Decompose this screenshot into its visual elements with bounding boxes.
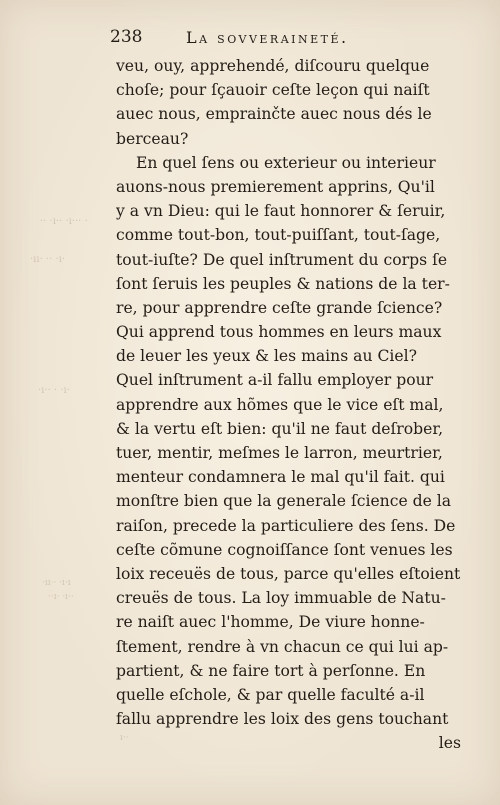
- show-through-mark: ·ıı·· ·ı·ı: [42, 578, 71, 588]
- show-through-mark: ·· ·ı·· ·ı··· ·: [40, 216, 88, 227]
- show-through-mark: ··ı· ·ı··: [48, 592, 74, 602]
- text-line: partient, & ne faire tort à perſonne. En: [116, 661, 426, 680]
- text-line: choſe; pour ſçauoir ceſte leçon qui naiſt: [116, 81, 430, 100]
- text-line: auons-nous premierement apprins, Qu'il: [116, 177, 435, 196]
- text-line: Qui apprend tous hommes en leurs maux: [116, 323, 442, 342]
- show-through-mark: ·ıı· ·· ·ı·: [30, 254, 66, 265]
- text-line: fallu apprendre les loix des gens touchant: [116, 710, 449, 729]
- show-through-mark: ı··: [120, 733, 129, 743]
- page-number: 238: [110, 27, 143, 47]
- text-line: monſtre bien que la generale ſcience de la: [116, 492, 452, 511]
- text-line: tuer, mentir, meſmes le larron, meurtrier,: [116, 444, 443, 462]
- text-line: creuës de tous. La loy immuable de Natu-: [116, 589, 446, 608]
- running-head: [110, 27, 470, 51]
- text-line: ceſte cõmune cognoiſſance ſont venues les: [116, 540, 453, 559]
- text-line: tout-iuſte? De quel inſtrument du corps ſe: [116, 250, 448, 269]
- text-line: de leuer les yeux & les mains au Ciel?: [116, 347, 417, 366]
- text-line: veu, ouy, apprehendé, diſcouru quelque: [116, 57, 430, 75]
- text-line: loix receuës de tous, parce qu'elles eſtoient: [116, 564, 461, 583]
- text-line: & la vertu eſt bien: qu'il ne faut deſrober,: [116, 419, 444, 438]
- text-line: re naiſt auec l'homme, De viure honne-: [116, 613, 425, 632]
- text-line: auec nous, emprainčte auec nous dés le: [116, 105, 432, 124]
- text-line: ſont ſeruis les peuples & nations de la ter-: [116, 274, 450, 293]
- text-line: berceau?: [116, 129, 189, 148]
- body-text: [116, 54, 461, 755]
- text-line: apprendre aux hõmes que le vice eſt mal,: [116, 395, 444, 414]
- text-line: menteur condamnera le mal qu'il fait. qui: [116, 468, 445, 487]
- text-line: Quel inſtrument a-il fallu employer pour: [116, 371, 434, 390]
- text-line: re, pour apprendre ceſte grande ſcience?: [116, 298, 443, 317]
- text-line: raiſon, precede la particuliere des ſens. De: [116, 516, 456, 535]
- catchword: les: [438, 734, 461, 753]
- running-title: La sovveraineté.: [186, 28, 349, 47]
- text-line: ſtement, rendre à vn chacun ce qui lui ap-: [116, 637, 449, 656]
- text-line: y a vn Dieu: qui le faut honnorer & ſeruir,: [116, 202, 446, 221]
- text-line: quelle eſchole, & par quelle faculté a-il: [116, 685, 425, 704]
- text-line: comme tout-bon, tout-puiſſant, tout-ſage,: [116, 226, 441, 245]
- text-line: En quel ſens ou exterieur ou interieur: [136, 153, 436, 172]
- show-through-mark: ·ı·· · ·ı·: [38, 385, 70, 396]
